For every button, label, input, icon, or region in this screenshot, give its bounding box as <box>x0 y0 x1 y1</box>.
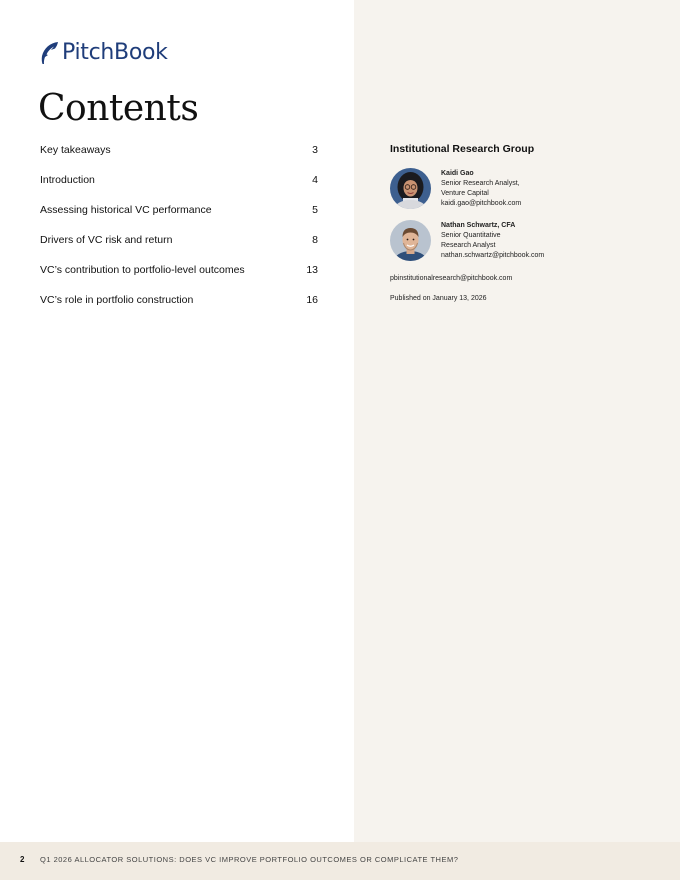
toc-item-page: 4 <box>312 174 318 186</box>
page-number: 2 <box>20 855 25 864</box>
toc-item-label: VC’s contribution to portfolio-level outcomes <box>40 264 245 276</box>
page-title: Contents <box>38 88 199 129</box>
published-date: Published on January 13, 2026 <box>390 295 487 302</box>
avatar <box>390 220 431 261</box>
toc-item-label: Key takeaways <box>40 144 111 156</box>
toc-item-label: VC’s role in portfolio construction <box>40 294 194 306</box>
author-email[interactable]: nathan.schwartz@pitchbook.com <box>441 252 545 259</box>
author-card <box>390 168 521 209</box>
author-title: Senior Research Analyst, <box>441 180 520 187</box>
sidebar-panel <box>354 0 680 842</box>
toc-item[interactable] <box>40 203 318 233</box>
author-photo-icon <box>390 220 431 261</box>
toc-item[interactable] <box>40 173 318 203</box>
toc-item-page: 13 <box>306 264 318 276</box>
author-title: Venture Capital <box>441 190 489 197</box>
toc-item-page: 5 <box>312 204 318 216</box>
toc-item[interactable] <box>40 263 318 293</box>
group-contact-email[interactable]: pbinstitutionalresearch@pitchbook.com <box>390 275 513 282</box>
author-title: Senior Quantitative <box>441 232 501 239</box>
author-name: Nathan Schwartz, CFA <box>441 222 516 229</box>
author-card <box>390 220 544 261</box>
author-title: Research Analyst <box>441 242 496 249</box>
toc-item[interactable] <box>40 233 318 263</box>
pitchbook-logo <box>40 40 168 66</box>
research-group-title: Institutional Research Group <box>390 143 535 155</box>
author-photo-icon <box>390 168 431 209</box>
logo-wordmark: PitchBook <box>62 40 168 65</box>
avatar <box>390 168 431 209</box>
author-name: Kaidi Gao <box>441 170 474 177</box>
author-info <box>441 221 544 261</box>
author-info <box>441 169 521 209</box>
footer-report-title: Q1 2026 ALLOCATOR SOLUTIONS: DOES VC IMPROVE PORTFOLIO OUTCOMES OR COMPLICATE THEM? <box>40 855 459 864</box>
toc-item-page: 8 <box>312 234 318 246</box>
table-of-contents <box>40 143 318 323</box>
toc-item-label: Assessing historical VC performance <box>40 204 212 216</box>
toc-item-label: Drivers of VC risk and return <box>40 234 173 246</box>
toc-item-label: Introduction <box>40 174 95 186</box>
toc-item[interactable] <box>40 293 318 323</box>
feather-logo-icon <box>40 41 60 65</box>
toc-item[interactable] <box>40 143 318 173</box>
toc-item-page: 16 <box>306 294 318 306</box>
toc-item-page: 3 <box>312 144 318 156</box>
author-email[interactable]: kaidi.gao@pitchbook.com <box>441 200 522 207</box>
